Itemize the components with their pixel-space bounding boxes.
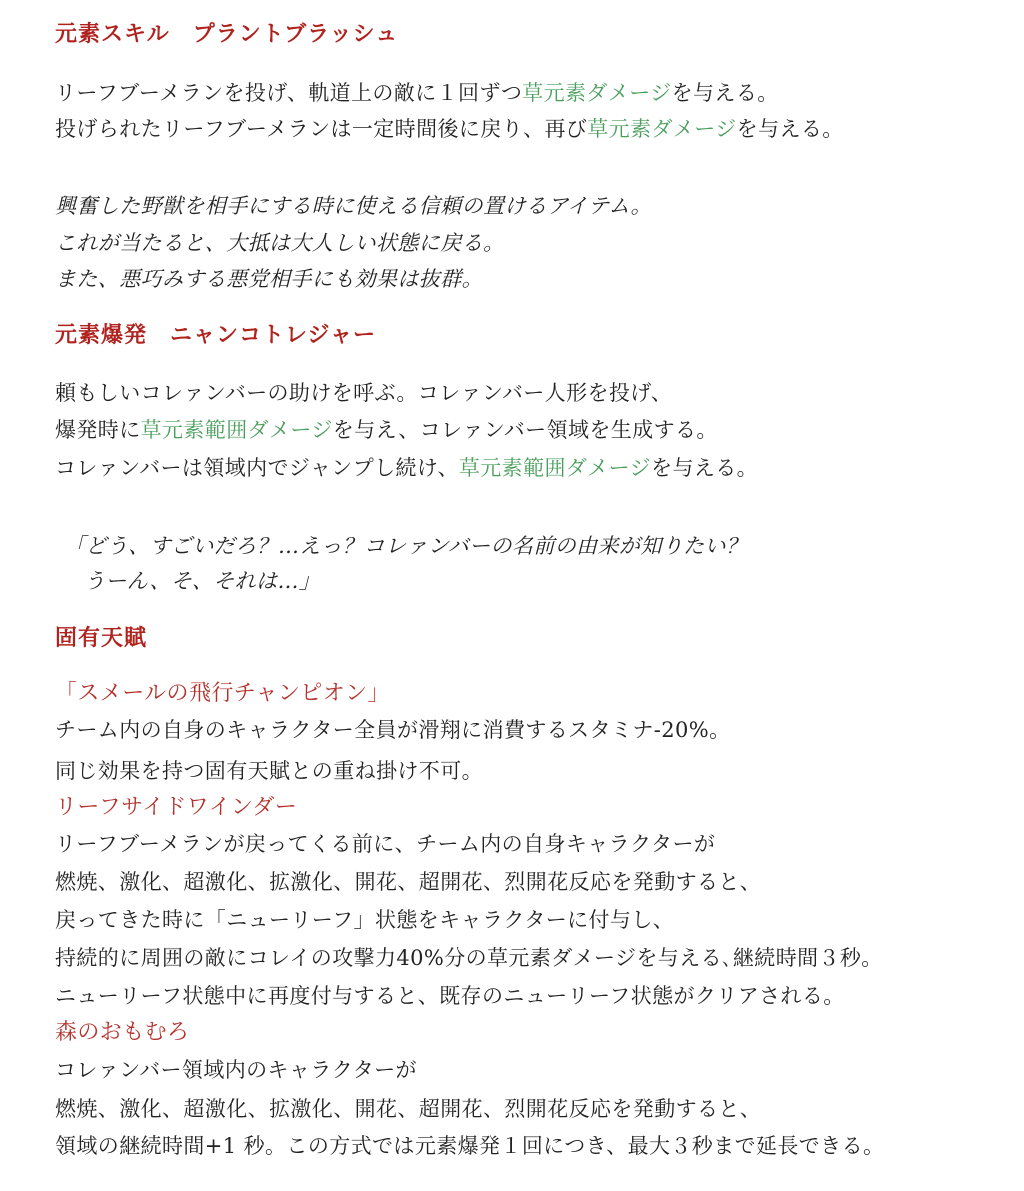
passive-3-line-1: コレァンバー領域内のキャラクターが (55, 1058, 417, 1082)
burst-quote-line-1: 「どう、すごいだろ？…えっ？コレァンバーの名前の由来が知りたい？ (64, 534, 748, 558)
burst-desc-line-2 (55, 415, 718, 445)
text-segment: 爆発時に (55, 418, 141, 442)
passive-3-line-2: 燃焼、激化、超激化、拡激化、開花、超開花、烈開花反応を発動すると、 (55, 1097, 762, 1121)
passive-3-line-3: 領域の継続時間+1 秒。この方式では元素爆発１回につき、最大３秒まで延長できる。 (55, 1134, 885, 1158)
passive-1-line-1: チーム内の自身のキャラクター全員が滑翔に消費するスタミナ-20%。 (55, 718, 731, 742)
skill-desc-line-2 (55, 114, 844, 144)
passives-heading: 固有天賦 (55, 626, 148, 651)
burst-desc-line-1: 頼もしいコレァンバーの助けを呼ぶ。コレァンバー人形を投げ、 (55, 381, 673, 405)
passive-2-line-5: ニューリーフ状態中に再度付与すると、既存のニューリーフ状態がクリアされる。 (55, 984, 845, 1008)
burst-desc-line-3 (55, 453, 758, 483)
text-segment: を与え、コレァンバー領域を生成する。 (332, 418, 718, 442)
skill-flavor-line-1: 興奮した野獣を相手にする時に使える信頼の置けるアイテム。 (55, 194, 652, 218)
passive-1-name: 「スメールの飛行チャンピオン」 (55, 681, 390, 706)
dendro-damage-highlight: 草元素ダメージ (522, 81, 672, 105)
burst-heading: 元素爆発 ニャンコトレジャー (55, 323, 377, 348)
text-segment: リーフブーメランを投げ、軌道上の敵に１回ずつ (55, 81, 523, 105)
skill-heading: 元素スキル プラントブラッシュ (55, 22, 399, 47)
passive-1-line-2: 同じ効果を持つ固有天賦との重ね掛け不可。 (55, 759, 483, 783)
text-segment: を与える。 (671, 81, 779, 105)
passive-2-line-1: リーフブーメランが戻ってくる前に、チーム内の自身キャラクターが (55, 832, 716, 856)
dendro-aoe-damage-highlight: 草元素範囲ダメージ (140, 418, 333, 442)
dendro-aoe-damage-highlight: 草元素範囲ダメージ (458, 456, 652, 480)
dendro-damage-highlight: 草元素ダメージ (587, 117, 737, 141)
skill-flavor-line-3: また、悪巧みする悪党相手にも効果は抜群。 (55, 267, 483, 291)
passive-2-line-2: 燃焼、激化、超激化、拡激化、開花、超開花、烈開花反応を発動すると、 (55, 870, 762, 894)
passive-3-name: 森のおもむろ (55, 1020, 190, 1045)
text-segment: コレァンバーは領域内でジャンプし続け、 (55, 456, 459, 480)
burst-quote-line-2: うーん、そ、それは…」 (84, 569, 321, 593)
text-segment: を与える。 (651, 456, 759, 480)
passive-2-line-3: 戻ってきた時に「ニューリーフ」状態をキャラクターに付与し、 (55, 908, 675, 932)
skill-flavor-line-2: これが当たると、大抵は大人しい状態に戻る。 (55, 231, 505, 255)
passive-2-name: リーフサイドワインダー (55, 795, 298, 820)
text-segment: 投げられたリーフブーメランは一定時間後に戻り、再び (55, 117, 588, 141)
skill-desc-line-1 (55, 78, 779, 108)
passive-2-line-4: 持続的に周囲の敵にコレイの攻撃力40%分の草元素ダメージを与える､継続時間３秒。 (55, 946, 883, 970)
text-segment: を与える。 (736, 117, 844, 141)
